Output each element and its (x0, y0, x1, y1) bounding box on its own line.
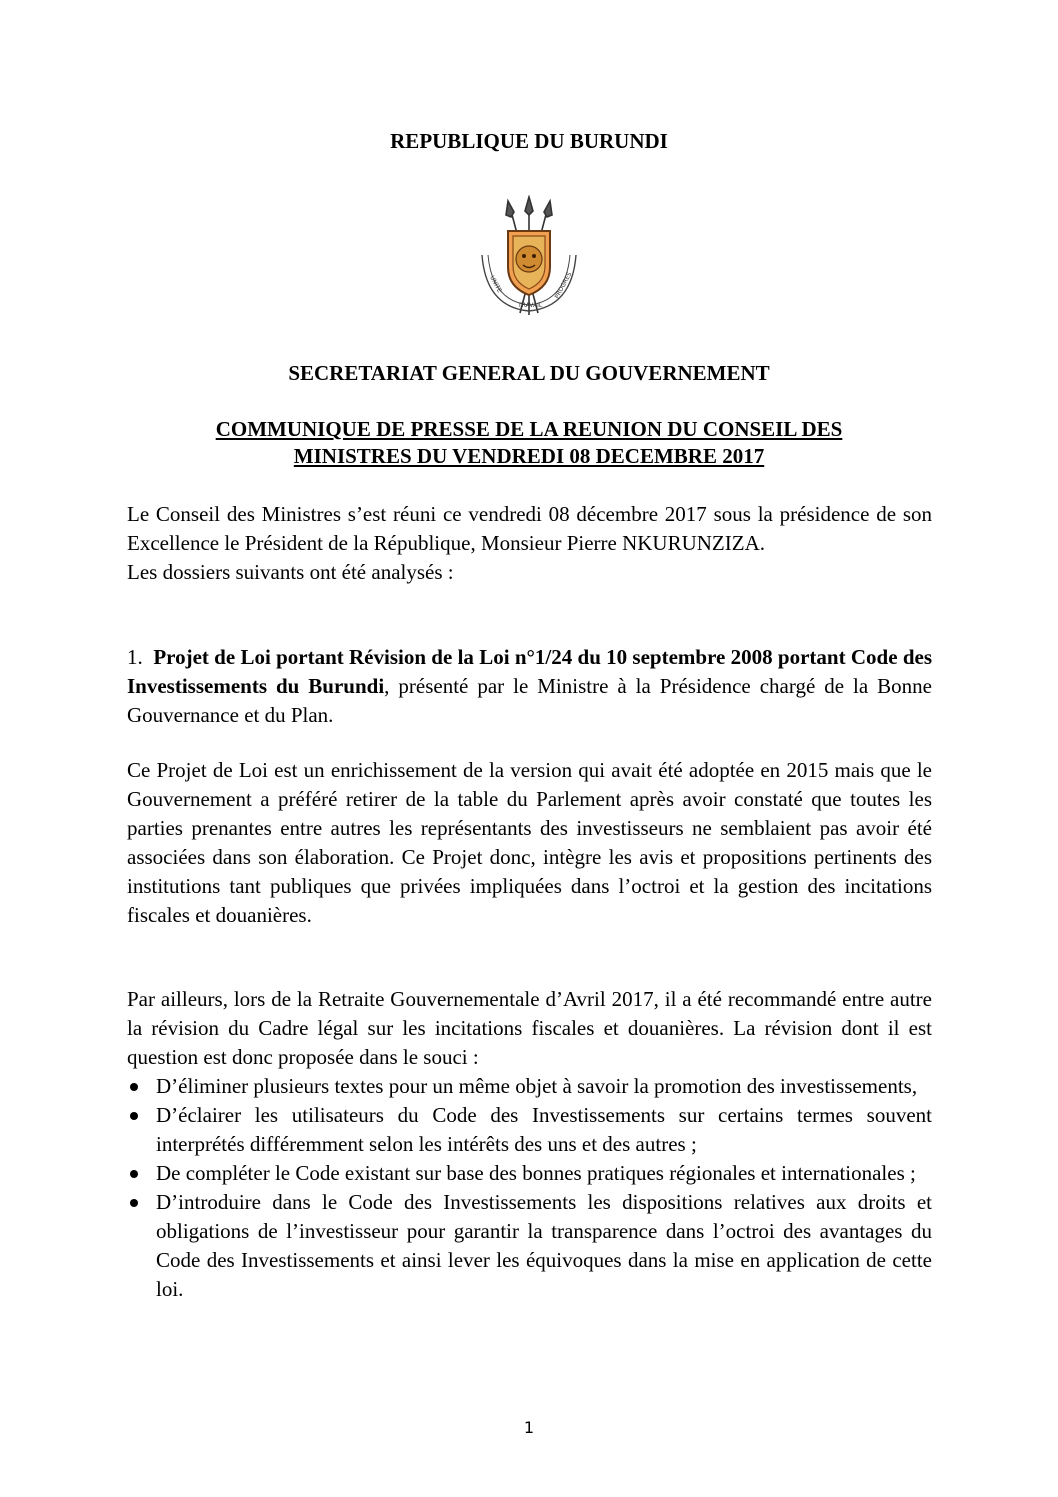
communique-title (0, 416, 1058, 470)
paragraph-2 (127, 985, 932, 1304)
motto-unite: UNITE (488, 274, 503, 294)
paragraph-2-text: Par ailleurs, lors de la Retraite Gouvernementale d’Avril 2017, il a été recommandé entre autre la révision du Cadre légal sur les incitations fiscales et douanières. La révision dont il est question est donc proposée dans le souci : (127, 987, 932, 1069)
intro-paragraph: Le Conseil des Ministres s’est réuni ce vendredi 08 décembre 2017 sous la présidence de son Excellence le Président de la République, Monsieur Pierre NKURUNZIZA. (127, 502, 932, 555)
objectives-list (127, 1072, 932, 1304)
communique-title-line1: COMMUNIQUE DE PRESSE DE LA REUNION DU CONSEIL DES (215, 417, 843, 441)
list-item: D’éliminer plusieurs textes pour un même objet à savoir la promotion des investissements, (127, 1072, 932, 1101)
item-title-line2: portant Code des Investissements du Burundi (127, 645, 932, 698)
list-item: D’éclairer les utilisateurs du Code des Investissements sur certains termes souvent interprétés différemment selon les intérêts des uns et des autres ; (127, 1101, 932, 1159)
country-heading: REPUBLIQUE DU BURUNDI (390, 129, 668, 153)
motto-travail: TRAVAIL (518, 302, 543, 309)
paragraph-1-text: Ce Projet de Loi est un enrichissement de la version qui avait été adoptée en 2015 mais que le Gouvernement a préféré retirer de la table du Parlement après avoir constaté que toutes les parties prenantes entre autres les représentants des investisseurs ne semblaient pas avoir été associées dans son élaboration. Ce Projet donc, intègre les avis et propositions pertinents des institutions tant publiques que privées impliquées dans l’octroi et la gestion des incitations fiscales et douanières. (127, 758, 932, 927)
dossiers-line: Les dossiers suivants ont été analysés : (127, 560, 454, 584)
communique-title-line2: MINISTRES DU VENDREDI 08 DECEMBRE 2017 (293, 444, 765, 468)
motto-progres: PROGRES (553, 271, 574, 300)
paragraph-1 (127, 756, 932, 930)
list-item: De compléter le Code existant sur base des bonnes pratiques régionales et internationales ; (127, 1159, 932, 1188)
intro-section (127, 500, 932, 587)
item-number: 1. (127, 645, 143, 669)
item-presenter: , présenté par le Ministre à la Présidence chargé de la Bonne Gouvernance et du Plan. (127, 674, 932, 727)
agenda-item-1 (127, 643, 932, 730)
coat-of-arms-emblem (468, 195, 590, 327)
list-item: D’introduire dans le Code des Investissements les dispositions relatives aux droits et obligations de l’investisseur pour garantir la transparence dans l’octroi des avantages du Code des Investissements et ainsi lever les équivoques dans la mise en application de cette loi. (127, 1188, 932, 1304)
page-number: 1 (523, 1418, 535, 1437)
item-title-line1: Projet de Loi portant Révision de la Loi n°1/24 du 10 septembre 2008 (153, 645, 773, 669)
department-heading: SECRETARIAT GENERAL DU GOUVERNEMENT (288, 361, 770, 385)
